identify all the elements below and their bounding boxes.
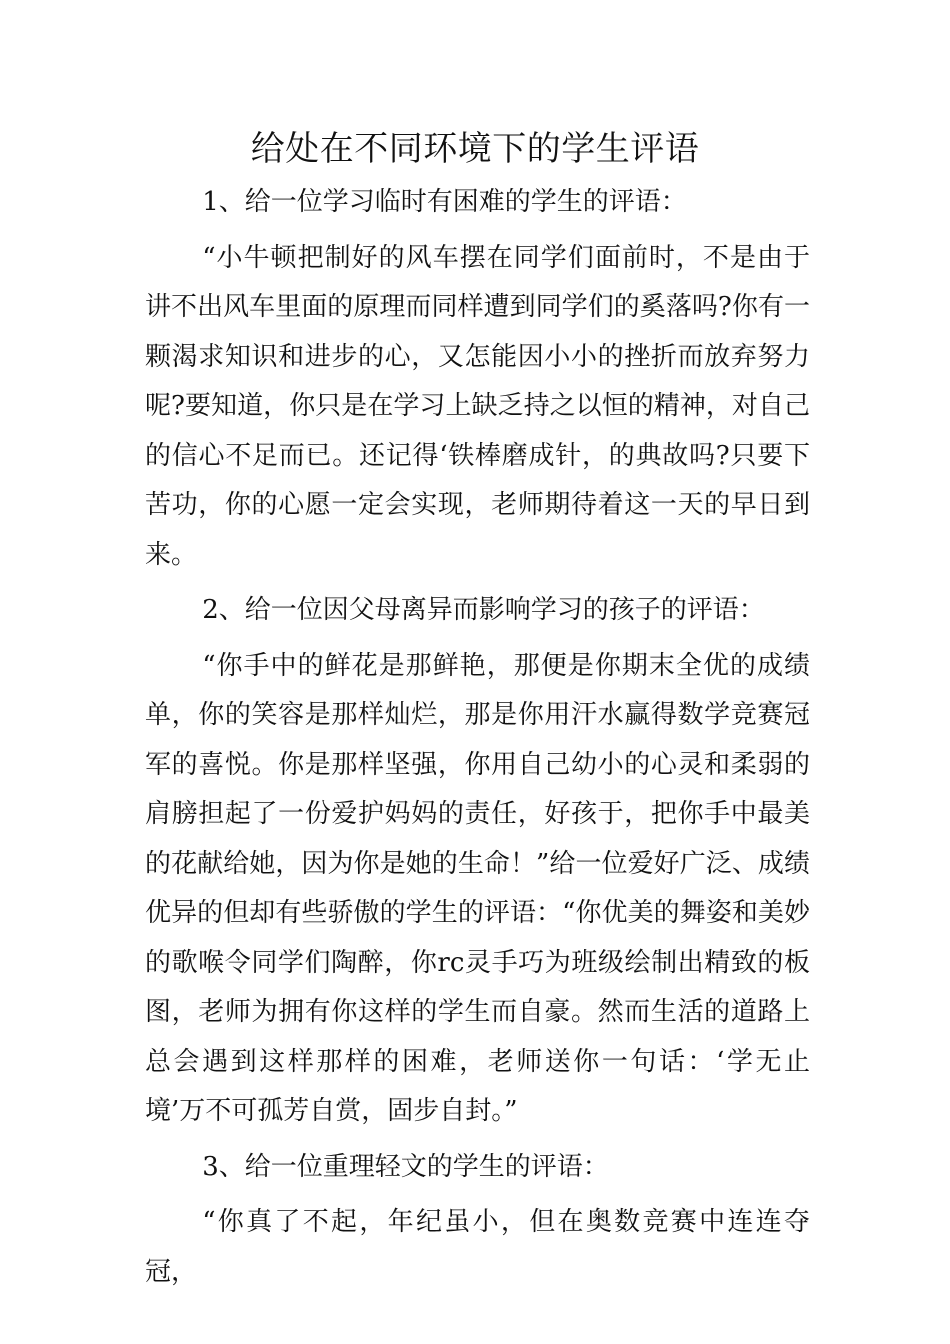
document-title: 给处在不同环境下的学生评语 bbox=[250, 129, 700, 169]
section-heading-1: 1、给一位学习临时有困难的学生的评语： bbox=[202, 187, 687, 217]
section-heading-3: 3、给一位重理轻文的学生的评语： bbox=[202, 1151, 609, 1182]
section-heading-2: 2、给一位因父母离异而影响学习的孩子的评语： bbox=[202, 595, 765, 625]
comment-paragraph-3: “你真了不起，年纪虽小，但在奥数竞赛中连连夺冠， bbox=[145, 1207, 810, 1287]
comment-paragraph-1: “小牛顿把制好的风车摆在同学们面前时，不是由于讲不出风车里面的原理而同样遭到同学们的奚落吗?你有一颗渴求知识和进步的心，又怎能因小小的挫折而放弃努力呢?要知道，你只是在学习上缺乏持之以恒的精神，对自己的信心不足而已。还记得‘铁棒磨成针，的典故吗?只要下苦功，你的心愿一定会实现，老师期待着这一天的早日到来。 bbox=[145, 242, 810, 570]
comment-paragraph-2: “你手中的鲜花是那鲜艳，那便是你期末全优的成绩单，你的笑容是那样灿烂，那是你用汗水赢得数学竞赛冠军的喜悦。你是那样坚强，你用自己幼小的心灵和柔弱的肩膀担起了一份爱护妈妈的责任，好孩于，把你手中最美的花献给她，因为你是她的生命！”给一位爱好广泛、成绩优异的但却有些骄傲的学生的评语：“你优美的舞姿和美妙的歌喉令同学们陶醉，你rc灵手巧为班级绘制出精致的板图，老师为拥有你这样的学生而自豪。然而生活的道路上总会遇到这样那样的困难，老师送你一句话：‘学无止境’万不可孤芳自赏，固步自封。” bbox=[145, 650, 810, 1126]
document-body bbox=[145, 178, 810, 1297]
